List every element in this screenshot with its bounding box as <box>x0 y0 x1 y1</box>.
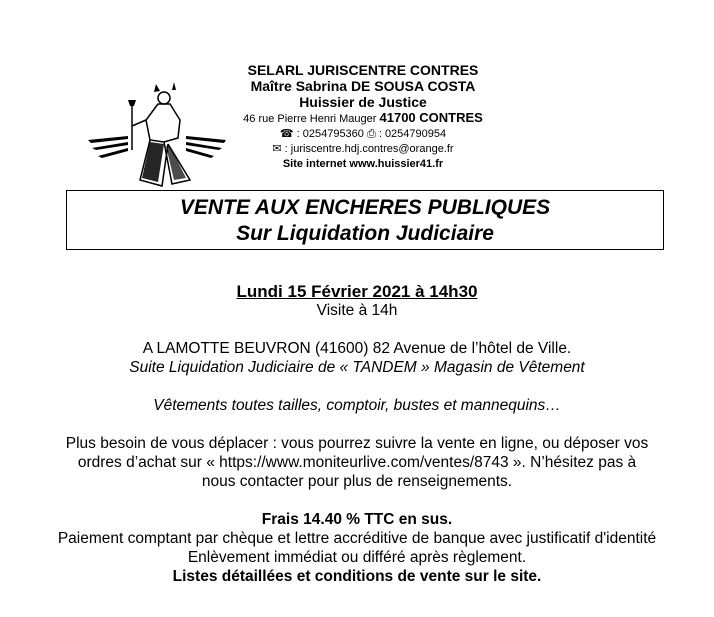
attorney-role: Huissier de Justice <box>299 94 427 110</box>
justice-logo-icon <box>88 80 228 190</box>
lists-note: Listes détaillées et conditions de vente sur le site. <box>172 568 542 585</box>
letterhead <box>222 62 504 172</box>
title-box <box>66 190 664 250</box>
phone-fax: : 0254795360 ⎙ : 0254790954 <box>296 128 447 140</box>
sale-details <box>0 282 714 586</box>
fees: Frais 14.40 % TTC en sus. <box>261 511 453 528</box>
address-city: 41700 CONTRES <box>379 110 483 125</box>
online-line-1: Plus besoin de vous déplacer : vous pourrez suivre la vente en ligne, ou déposer vos <box>65 435 649 452</box>
title-line-1: VENTE AUX ENCHERES PUBLIQUES <box>179 196 551 219</box>
sale-context: Suite Liquidation Judiciaire de « TANDEM » Magasin de Vêtement <box>129 359 585 376</box>
sale-items: Vêtements toutes tailles, comptoir, bustes et mannequins… <box>153 397 561 414</box>
envelope-icon: ✉ <box>272 143 282 155</box>
sale-location: A LAMOTTE BEUVRON (41600) 82 Avenue de l’hôtel de Ville. <box>142 340 572 357</box>
address-street: 46 rue Pierre Henri Mauger <box>243 113 377 125</box>
title-line-2: Sur Liquidation Judiciaire <box>236 222 494 245</box>
attorney-name: Maître Sabrina DE SOUSA COSTA <box>250 78 476 94</box>
email-line <box>222 142 504 157</box>
phone-fax-line <box>222 127 504 142</box>
online-line-3: nous contacter pour plus de renseignements. <box>201 473 513 490</box>
phone-icon: ☎ <box>279 128 294 140</box>
company-name: SELARL JURISCENTRE CONTRES <box>247 62 479 78</box>
sale-date: Lundi 15 Février 2021 à 14h30 <box>236 282 478 301</box>
website: Site internet www.huissier41.fr <box>282 158 444 170</box>
payment-terms: Paiement comptant par chèque et lettre accréditive de banque avec justificatif d'identité <box>57 530 657 547</box>
address <box>222 110 504 127</box>
online-line-2: ordres d’achat sur « https://www.moniteurlive.com/ventes/8743 ». N’hésitez pas à <box>77 454 637 471</box>
removal-terms: Enlèvement immédiat ou différé après règlement. <box>187 549 527 566</box>
visit-time: Visite à 14h <box>316 302 398 319</box>
email: : juriscentre.hdj.contres@orange.fr <box>284 143 454 155</box>
